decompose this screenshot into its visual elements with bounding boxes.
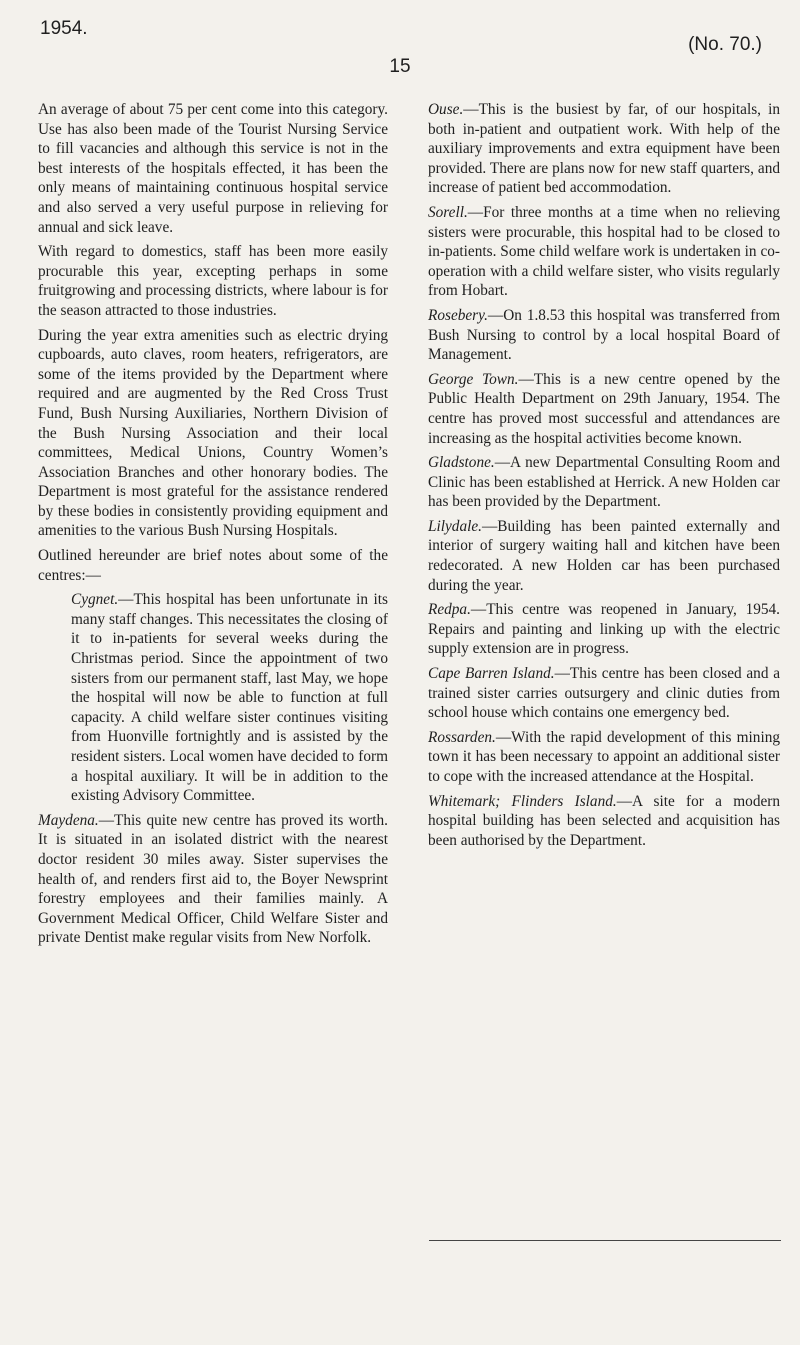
centre-name: Ouse. [428,101,464,118]
centre-entry-whitemark [428,792,780,851]
centre-name: Rosebery. [428,306,488,324]
centre-entry-rosebery [428,306,780,365]
paragraph-amenities: During the year extra amenities such as electric drying cupboards, auto claves, room heaters, refrigerators, are some of the items provided by the Department where required and are augmented by the Red Cross Trust Fund, Bush Nursing Auxiliaries, Northern Division of the Bush Nursing Association and their local committees, Medical Unions, Country Women’s Association Branches and other honorary bodies. The Department is most grateful for the assistance rendered by these bodies in consistently providing equipment and amenities to the various Bush Nursing Hospitals. [38,326,388,540]
centre-text: —A new Departmental Consulting Room and Clinic has been established at Herrick. A new Holden car has been provided by the Department. [428,454,780,511]
centre-text: —This is a new centre opened by the Public Health Department on 29th January, 1954. The centre has proved most successful and attendances are increasing as the hospital activities become known. [428,370,781,447]
centre-entry-lilydale [428,517,780,595]
centre-text: —On 1.8.53 this hospital was transferred from Bush Nursing to control by a local hospital Board of Management. [428,306,780,364]
paragraph-domestics: With regard to domestics, staff has been more easily procurable this year, excepting perhaps in some fruitgrowing and processing districts, where labour is for the season attracted to those industries. [38,243,388,319]
left-column [38,100,388,953]
centre-entry-sorell [428,203,780,301]
section-divider [429,1240,781,1241]
paragraph-category: An average of about 75 per cent come into this category. Use has also been made of the Tourist Nursing Service to fill vacancies and although this service is not in the best interests of the hospitals effected, it has been the only means of maintaining continuous hospital service and also served a very useful purpose in relieving for annual and sick leave. [38,101,388,236]
centre-name: Whitemark; Flinders Island. [428,792,617,810]
centre-text: —This is the busiest by far, of our hospitals, in both in-patient and outpatient work. With help of the auxiliary improvements and extra equipment have been provided. There are plans now for new staff quarters, and increase of patient bed accommodation. [428,101,780,197]
centre-entry-george-town [428,370,780,448]
centre-name: Cape Barren Island. [428,665,555,683]
centre-entry-cygnet [38,590,388,806]
centre-entry-maydena [38,811,388,948]
centre-text: —This quite new centre has proved its worth. It is situated in an isolated district with the nearest doctor resident 30 miles away. Sister supervises the health of, and renders first aid to, the Boyer Newsprint forestry employees and their families mainly. A Government Medical Officer, Child Welfare Sister and private Dentist make regular visits from New Norfolk. [38,811,388,947]
centre-entry-redpa [428,600,780,659]
centre-text: —This hospital has been unfortunate in its many staff changes. This necessitates the closing of it to in-patients for several weeks during the Christmas period. Since the appointment of two sisters from our permanent staff, last May, we hope the hospital will now be able to function at full capacity. A child welfare sister continues visiting from Huonville fortnightly and is assisted by the resident sisters. Local women have decided to form a hospital auxiliary. It will be in addition to the existing Advisory Committee. [71,591,388,805]
centre-entry-gladstone [428,453,780,512]
document-number: (No. 70.) [688,34,762,55]
centre-text: —This centre has been closed and a trained sister carries outsurgery and clinic duties from school house which contains one emergency bed. [428,665,780,722]
centre-name: Cygnet. [71,591,119,609]
page-header [0,0,800,80]
centre-entry-rossarden [428,728,780,787]
centre-text: —A site for a modern hospital building has been selected and acquisition has been authorised by the Department. [428,792,780,849]
centre-name: George Town. [428,370,519,388]
centre-name: Lilydale. [428,517,482,535]
paragraph-centres-intro: Outlined hereunder are brief notes about some of the centres:— [38,547,388,584]
centre-text: —This centre was reopened in January, 1954. Repairs and painting and linking up with the electric supply extension are in progress. [428,601,780,658]
centre-name: Gladstone. [428,454,495,472]
centre-entry-cape-barren [428,664,780,723]
centre-name: Sorell. [428,203,468,221]
centre-name: Rossarden. [428,728,496,746]
centre-text: —Building has been painted externally and interior of surgery waiting hall and kitchen have been redecorated. A new Holden car has been purchased during the year. [428,517,780,594]
right-column [428,100,780,855]
centre-text: —With the rapid development of this mining town it has been necessary to appoint an additional sister to cope with the increased attendance at the Hospital. [428,728,780,785]
page-number: 15 [389,56,411,77]
centre-name: Redpa. [428,601,471,619]
centre-entry-ouse [428,100,780,198]
centre-name: Maydena. [38,811,99,829]
header-year: 1954. [40,18,88,39]
centre-text: —For three months at a time when no relieving sisters were procurable, this hospital had to be closed to in-patients. Some child welfare work is undertaken in co-operation with a child welfare sister, who visits regularly from Hobart. [428,203,780,300]
